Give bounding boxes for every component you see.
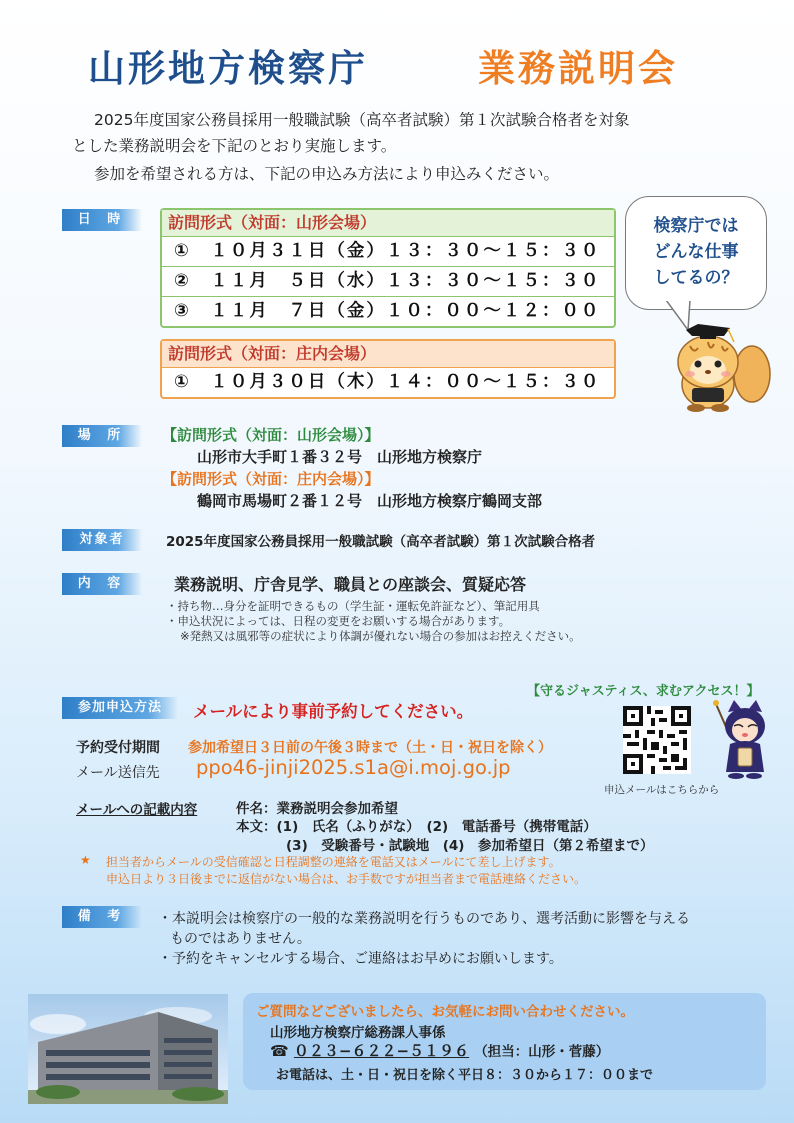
mascot-ninja-icon xyxy=(712,696,778,780)
apply-body-2: (3) 受験番号・試験地 (4) 参加希望日（第２希望まで） xyxy=(286,838,654,854)
target-text: 2025年度国家公務員採用一般職試験（高卒者試験）第１次試験合格者 xyxy=(166,534,596,550)
apply-headline: メールにより事前予約してください。 xyxy=(193,702,474,721)
slogan: 【守るジャスティス、求むアクセス！】 xyxy=(527,684,760,699)
apply-period-value: 参加希望日３日前の午後３時まで（土・日・祝日を除く） xyxy=(188,740,552,756)
label-remarks: 備 考 xyxy=(62,906,142,928)
schedule-row: ① １０月３１日（金）１３：３０〜１５：３０ xyxy=(162,236,614,266)
content-note-3: ※発熱又は風邪等の症状により体調が優れない場合の参加はお控えください。 xyxy=(180,629,581,643)
page-subtitle: 業務説明会 xyxy=(478,47,678,90)
schedule-yamagata xyxy=(160,208,616,328)
schedule-yamagata-heading: 訪問形式（対面：山形会場） xyxy=(162,210,614,236)
label-apply: 参加申込方法 xyxy=(62,697,178,719)
schedule-row: ③ １１月 ７日（金）１０：００〜１２：００ xyxy=(162,296,614,326)
qr-caption: 申込メールはこちらから xyxy=(604,784,720,796)
contact-hours: お電話は、土・日・祝日を除く平日８：３０から１７：００まで xyxy=(276,1068,654,1083)
place-shonai-heading: 【訪問形式（対面：庄内会場）】 xyxy=(162,470,380,488)
star-icon: ★ xyxy=(80,853,91,867)
content-note-1: ・持ち物…身分を証明できるもの（学生証・運転免許証など）、筆記用具 xyxy=(166,599,540,613)
label-datetime: 日 時 xyxy=(62,209,142,231)
schedule-shonai xyxy=(160,339,616,399)
schedule-shonai-heading: 訪問形式（対面：庄内会場） xyxy=(162,341,614,367)
place-yamagata-address: 山形市大手町１番３２号 山形地方検察庁 xyxy=(197,448,483,466)
apply-mail-address[interactable]: ppo46-jinji2025.s1a@i.moj.go.jp xyxy=(196,756,511,779)
content-note-2: ・申込状況によっては、日程の変更をお願いする場合があります。 xyxy=(166,614,511,628)
intro-line-2: とした業務説明会を下記のとおり実施します。 xyxy=(72,137,397,155)
building-image xyxy=(28,994,228,1104)
contact-phone[interactable]: ０２３−６２２−５１９６ xyxy=(293,1042,470,1060)
label-content: 内 容 xyxy=(62,573,142,595)
contact-office: 山形地方検察庁総務課人事係 xyxy=(270,1025,446,1041)
remarks-line-1: ・本説明会は検察庁の一般的な業務説明を行うものであり、選考活動に影響を与える xyxy=(158,911,690,927)
contact-headline: ご質問などございましたら、お気軽にお問い合わせください。 xyxy=(256,1004,634,1020)
apply-mail-label: メール送信先 xyxy=(76,765,160,781)
speech-bubble-text: 検察庁では どんな仕事 してるの？ xyxy=(653,216,739,288)
page-title: 山形地方検察庁 xyxy=(88,47,368,90)
place-shonai-address: 鶴岡市馬場町２番１２号 山形地方検察庁鶴岡支部 xyxy=(197,492,543,510)
content-main: 業務説明、庁舎見学、職員との座談会、質疑応答 xyxy=(174,575,527,594)
contact-phone-row xyxy=(270,1040,609,1061)
place-yamagata-heading: 【訪問形式（対面：山形会場）】 xyxy=(162,426,380,444)
label-target: 対象者 xyxy=(62,529,142,551)
schedule-row: ① １０月３０日（木）１４：００〜１５：３０ xyxy=(162,367,614,397)
apply-body-1: 本文：(1) 氏名（ふりがな） (2) 電話番号（携帯電話） xyxy=(236,819,597,835)
apply-period-label: 予約受付期間 xyxy=(76,740,160,756)
contact-person: （担当：山形・菅藤） xyxy=(474,1044,610,1060)
label-place: 場 所 xyxy=(62,425,142,447)
intro-line-3: 参加を希望される方は、下記の申込み方法により申込みください。 xyxy=(94,165,560,183)
mascot-squirrel-icon xyxy=(664,318,774,412)
apply-notice-1: 担当者からメールの受信確認と日程調整の連絡を電話又はメールにて差し上げます。 xyxy=(106,855,561,869)
apply-items-label: メールへの記載内容 xyxy=(76,802,198,818)
qr-code-icon[interactable] xyxy=(623,706,691,774)
phone-icon: ☎ xyxy=(270,1042,289,1060)
intro-line-1: 2025年度国家公務員採用一般職試験（高卒者試験）第１次試験合格者を対象 xyxy=(94,111,630,129)
remarks-line-2: ものではありません。 xyxy=(170,931,311,947)
apply-notice-2: 申込日より３日後までに返信がない場合は、お手数ですが担当者まで電話連絡ください。 xyxy=(106,872,587,886)
schedule-row: ② １１月 ５日（水）１３：３０〜１５：３０ xyxy=(162,266,614,296)
apply-subject: 件名：業務説明会参加希望 xyxy=(236,801,398,817)
remarks-line-3: ・予約をキャンセルする場合、ご連絡はお早めにお願いします。 xyxy=(158,951,563,967)
